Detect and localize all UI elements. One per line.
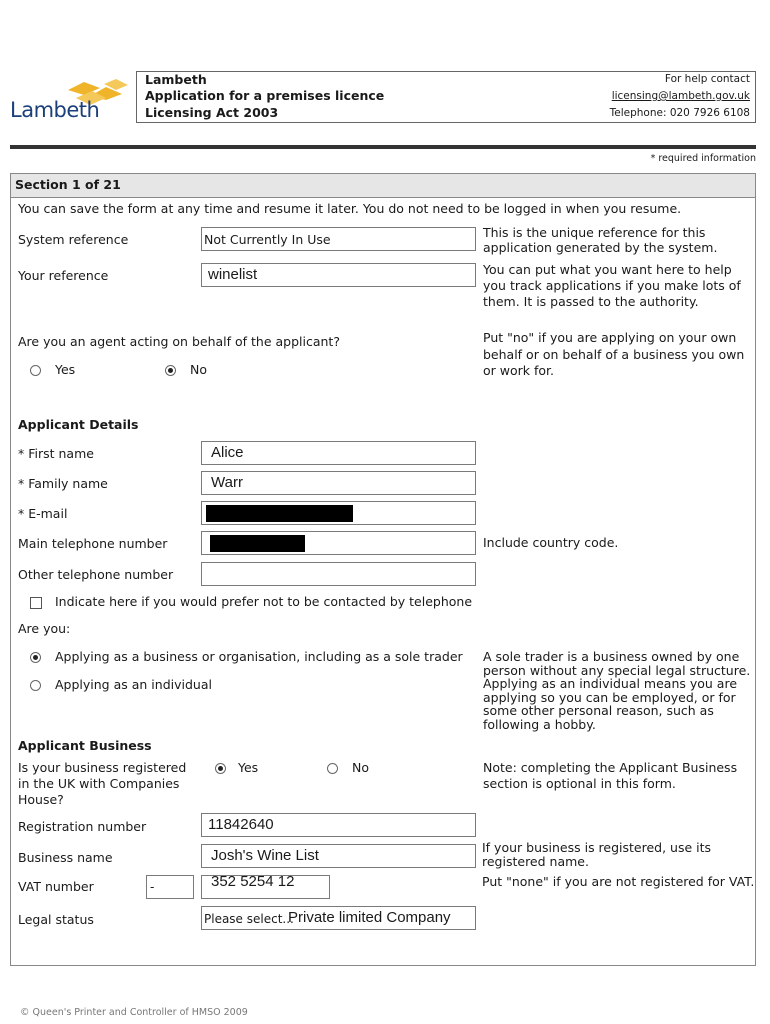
header-divider: [10, 145, 756, 149]
your-reference-value: winelist: [208, 266, 258, 283]
other-phone-input[interactable]: [201, 562, 476, 586]
logo-text: Lambeth: [10, 98, 100, 122]
family-name-value: Warr: [211, 474, 243, 491]
header-title-1: Lambeth: [145, 72, 207, 87]
business-name-label: Business name: [18, 850, 113, 865]
other-phone-label: Other telephone number: [18, 567, 174, 582]
vat-number-input[interactable]: [201, 875, 330, 899]
registered-yes-radio[interactable]: [215, 763, 226, 774]
reg-number-value: 11842640: [208, 816, 274, 833]
lambeth-logo: [10, 78, 130, 124]
email-redaction: [206, 505, 353, 522]
registered-yes-label: Yes: [238, 760, 259, 775]
email-input[interactable]: [201, 501, 476, 525]
help-label: For help contact: [664, 73, 750, 85]
legal-status-label: Legal status: [18, 912, 94, 927]
vat-number-value: 352 5254 12: [211, 873, 295, 890]
first-name-value: Alice: [211, 444, 244, 461]
reg-number-input[interactable]: [201, 813, 476, 837]
legal-status-placeholder: Please select...: [204, 912, 294, 926]
main-phone-input[interactable]: [201, 531, 476, 555]
registered-note: Note: completing the Applicant Business section is optional in this form.: [483, 760, 738, 791]
section-title: Section 1 of 21: [15, 177, 121, 192]
business-name-input[interactable]: [201, 844, 476, 868]
reg-number-label: Registration number: [18, 819, 147, 834]
individual-radio[interactable]: [30, 680, 41, 691]
are-you-label: Are you:: [18, 621, 71, 636]
system-reference-value: Not Currently In Use: [204, 232, 331, 247]
agent-no-label: No: [190, 362, 207, 377]
family-name-label: * Family name: [18, 476, 108, 491]
registered-no-radio[interactable]: [327, 763, 338, 774]
business-radio[interactable]: [30, 652, 41, 663]
agent-question: Are you an agent acting on behalf of the applicant?: [18, 334, 340, 349]
email-label: * E-mail: [18, 506, 68, 521]
header-title-3: Licensing Act 2003: [145, 105, 279, 120]
business-name-value: Josh's Wine List: [211, 847, 319, 864]
sole-trader-note: A sole trader is a business owned by one person without any special legal structure. Applying as an individual means you are applying so you can be employed, or for some other personal reason, such as following a hobby.: [483, 649, 751, 732]
no-contact-label: Indicate here if you would prefer not to be contacted by telephone: [55, 594, 473, 609]
your-reference-note: You can put what you want here to help you track applications if you make lots of them. It is passed to the authority.: [483, 262, 741, 309]
system-reference-label: System reference: [18, 232, 129, 247]
system-reference-field: [201, 227, 476, 251]
business-name-note: If your business is registered, use its registered name.: [482, 840, 712, 869]
section-title-bar: [11, 174, 755, 198]
required-info: * required information: [650, 153, 756, 164]
vat-prefix-value: -: [150, 880, 155, 894]
help-email[interactable]: licensing@lambeth.gov.uk: [611, 90, 750, 102]
applicant-business-heading: Applicant Business: [18, 738, 152, 753]
footer-copyright: © Queen's Printer and Controller of HMSO 2009: [20, 1007, 248, 1018]
legal-status-value: Private limited Company: [288, 909, 451, 926]
family-name-input[interactable]: [201, 471, 476, 495]
agent-yes-radio[interactable]: [30, 365, 41, 376]
agent-note: Put "no" if you are applying on your own behalf or on behalf of a business you own or work for.: [483, 330, 745, 378]
vat-prefix-input[interactable]: [146, 875, 194, 899]
your-reference-input[interactable]: [201, 263, 476, 287]
main-phone-redaction: [210, 535, 305, 552]
system-reference-note: This is the unique reference for this application generated by the system.: [483, 225, 718, 255]
main-phone-note: Include country code.: [483, 535, 619, 550]
first-name-label: * First name: [18, 446, 94, 461]
vat-note: Put "none" if you are not registered for VAT.: [482, 874, 755, 889]
registered-question: Is your business registered in the UK with Companies House?: [18, 760, 187, 807]
agent-no-radio[interactable]: [165, 365, 176, 376]
header-title-2: Application for a premises licence: [145, 88, 385, 103]
no-contact-checkbox[interactable]: [30, 597, 42, 609]
section-intro: You can save the form at any time and resume it later. You do not need to be logged in when you resume.: [18, 201, 682, 216]
business-option-label: Applying as a business or organisation, including as a sole trader: [55, 649, 463, 664]
header-box: [136, 71, 756, 123]
your-reference-label: Your reference: [18, 268, 109, 283]
main-phone-label: Main telephone number: [18, 536, 168, 551]
first-name-input[interactable]: [201, 441, 476, 465]
help-phone: Telephone: 020 7926 6108: [609, 107, 750, 119]
agent-yes-label: Yes: [55, 362, 76, 377]
applicant-details-heading: Applicant Details: [18, 417, 139, 432]
individual-option-label: Applying as an individual: [55, 677, 212, 692]
registered-no-label: No: [352, 760, 369, 775]
legal-status-select[interactable]: [201, 906, 476, 930]
vat-label: VAT number: [18, 879, 94, 894]
